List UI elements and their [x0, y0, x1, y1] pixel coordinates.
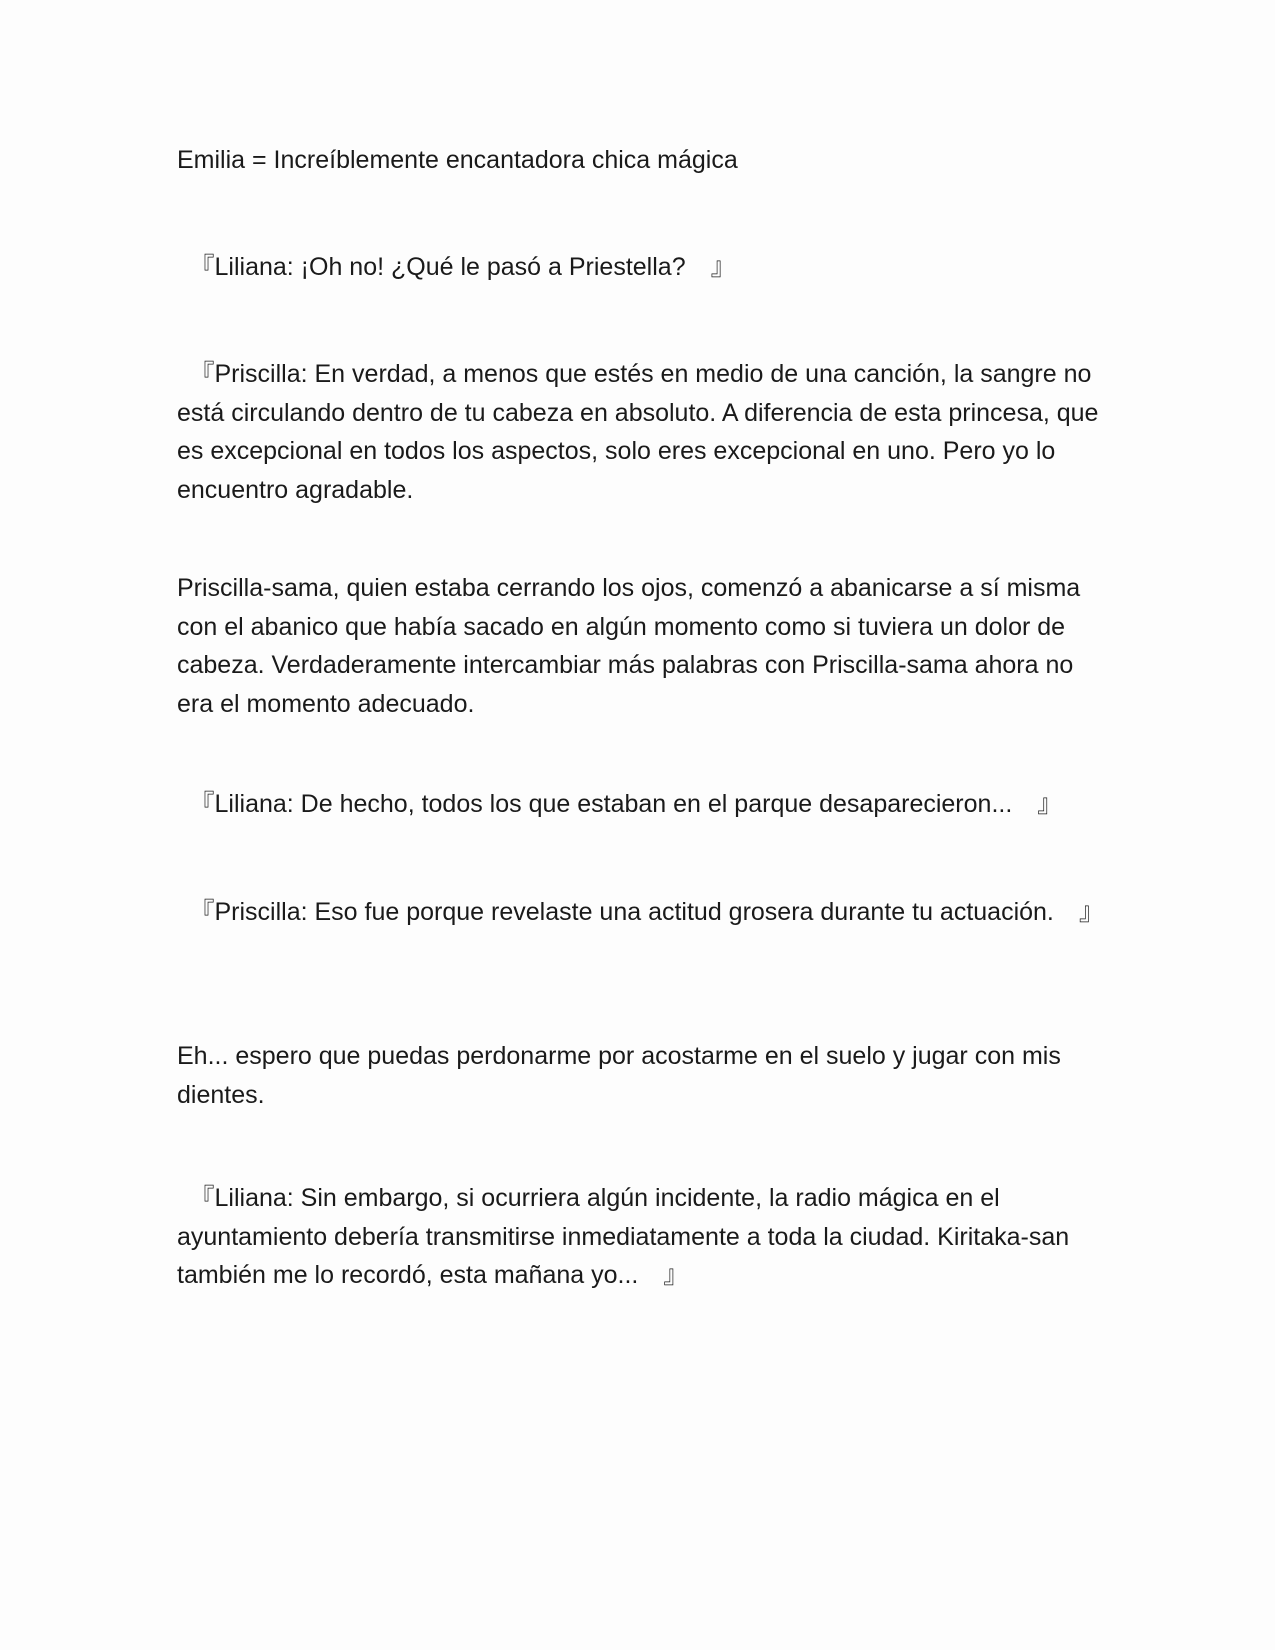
paragraph-narration-1: Priscilla-sama, quien estaba cerrando los ojos, comenzó a abanicarse a sí misma con el abanico que había sacado en algún momento como si tuviera un dolor de cabeza. Verdaderamente intercambiar más palabras con Priscilla-sama ahora no era el momento adecuado. — [177, 574, 1081, 718]
paragraph-liliana-1: 『Liliana: ¡Oh no! ¿Qué le pasó a Priestella? 』 — [177, 253, 736, 281]
paragraph-narration-2: Eh... espero que puedas perdonarme por acostarme en el suelo y jugar con mis dientes. — [177, 1042, 1061, 1109]
paragraph-priscilla-2: 『Priscilla: Eso fue porque revelaste una actitud grosera durante tu actuación. 』 — [177, 898, 1104, 926]
paragraph-title-line: Emilia = Increíblemente encantadora chica mágica — [177, 146, 738, 174]
paragraph-priscilla-1: 『Priscilla: En verdad, a menos que estés en medio de una canción, la sangre no está circulando dentro de tu cabeza en absoluto. A diferencia de esta princesa, que es excepcional en todos los aspectos, solo eres excepcional en uno. Pero yo lo encuentro agradable. — [177, 360, 1099, 504]
paragraph-liliana-2: 『Liliana: De hecho, todos los que estaban en el parque desaparecieron... 』 — [177, 790, 1063, 818]
paragraph-liliana-3: 『Liliana: Sin embargo, si ocurriera algún incidente, la radio mágica en el ayuntamiento debería transmitirse inmediatamente a toda la ciudad. Kiritaka-san también me lo recordó, esta mañana yo... 』 — [177, 1184, 1070, 1289]
